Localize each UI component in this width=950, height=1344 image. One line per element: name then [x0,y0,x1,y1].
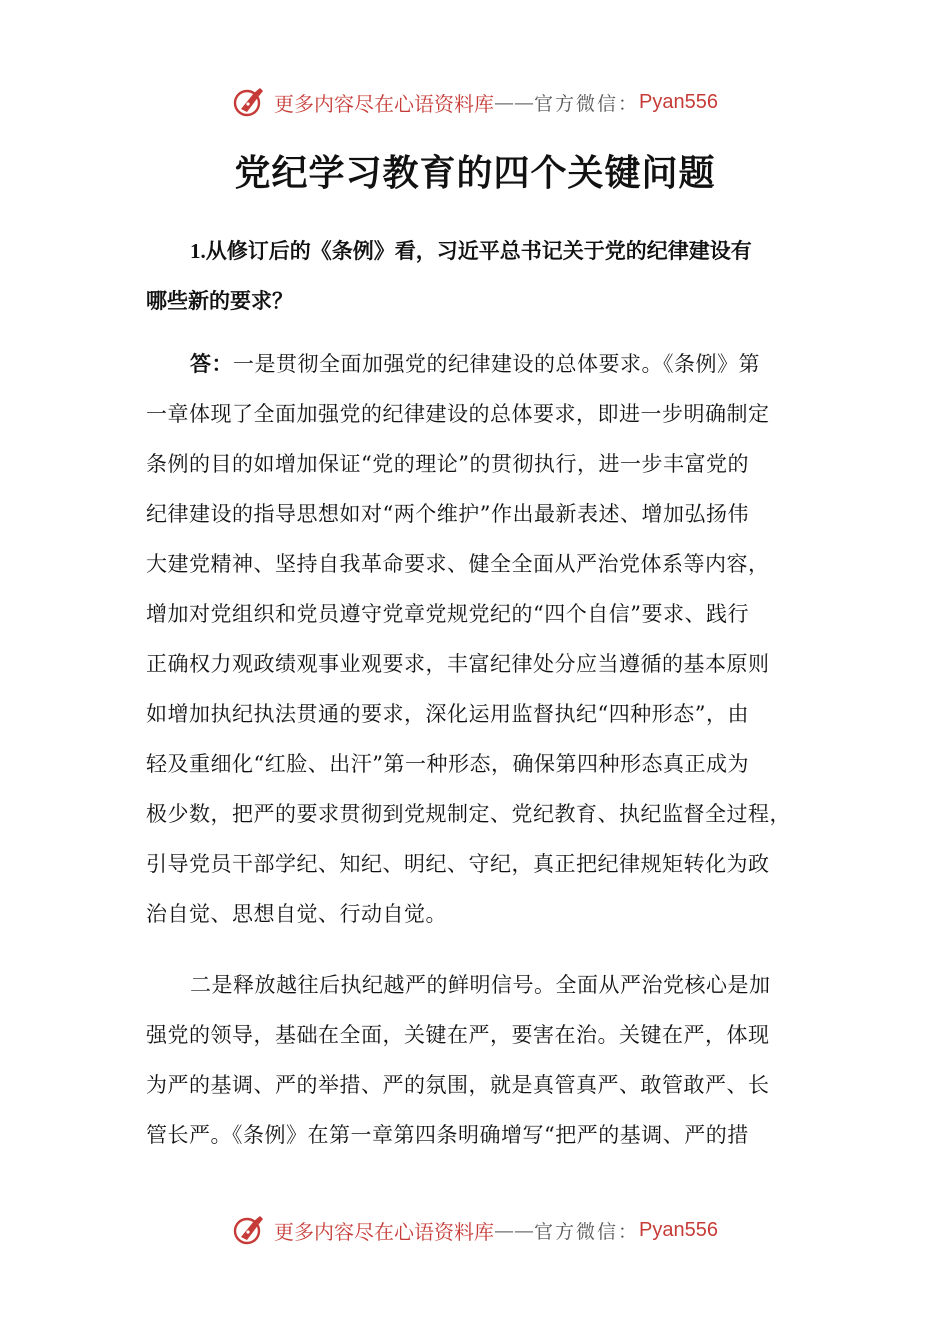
question-number: 1. [190,239,206,263]
document-title: 党纪学习教育的四个关键问题 [234,152,716,194]
answer-line-text: 一是贯彻全面加强党的纪律建设的总体要求。《条例》第 [233,352,760,376]
question-line-1 [146,238,752,263]
answer-line: 极少数，把严的要求贯彻到党规制定、党纪教育、执纪监督全过程， [146,802,791,826]
question-text-1: 从修订后的《条例》看，习近平总书记关于党的纪律建设有 [205,238,752,263]
answer-line [146,339,816,389]
answer-line: 大建党精神、坚持自我革命要求、健全全面从严治党体系等内容， [146,552,770,576]
banner-separator: —— [494,1218,534,1242]
banner-wechat-label: 官方微信： [534,92,640,115]
answer-line: 引导党员干部学纪、知纪、明纪、守纪，真正把纪律规矩转化为政 [146,852,770,876]
pen-nib-logo-icon [232,85,266,119]
answer-line: 纪律建设的指导思想如对“两个维护”作出最新表述、增加弘扬伟 [146,502,749,526]
banner-main-text: 更多内容尽在心语资料库 [274,1219,494,1244]
paragraph-line: 为严的基调、严的举措、严的氛围，就是真管真严、敢管敢严、长 [146,1073,770,1097]
banner-separator: —— [494,90,534,114]
answer-label: 答： [190,351,233,376]
answer-line: 条例的目的如增加保证“党的理论”的贯彻执行，进一步丰富党的 [146,452,749,476]
footer-watermark-banner [0,1208,950,1252]
answer-line: 轻及重细化“红脸、出汗”第一种形态，确保第四种形态真正成为 [146,752,749,776]
paragraph-line: 强党的领导，基础在全面，关键在严，要害在治。关键在严，体现 [146,1023,770,1047]
answer-paragraph [146,339,816,939]
answer-line: 正确权力观政绩观事业观要求，丰富纪律处分应当遵循的基本原则 [146,652,770,676]
question-heading [146,226,806,325]
second-paragraph [146,960,816,1160]
paragraph-line: 管长严。《条例》在第一章第四条明确增写“把严的基调、严的措 [146,1123,749,1147]
header-watermark-banner [0,80,950,124]
pen-nib-logo-icon [232,1213,266,1247]
banner-wechat-id: Pyan556 [639,1218,718,1241]
banner-wechat-label: 官方微信： [534,1220,640,1243]
question-line-2: 哪些新的要求？ [146,288,293,313]
banner-main-text: 更多内容尽在心语资料库 [274,91,494,116]
answer-line: 增加对党组织和党员遵守党章党规党纪的“四个自信”要求、践行 [146,602,749,626]
banner-wechat-id: Pyan556 [639,90,718,113]
answer-line: 治自觉、思想自觉、行动自觉。 [146,902,447,926]
answer-line: 一章体现了全面加强党的纪律建设的总体要求，即进一步明确制定 [146,402,770,426]
paragraph-line: 二是释放越往后执纪越严的鲜明信号。全面从严治党核心是加 [190,973,771,997]
answer-line: 如增加执纪执法贯通的要求，深化运用监督执纪“四种形态”，由 [146,702,749,726]
